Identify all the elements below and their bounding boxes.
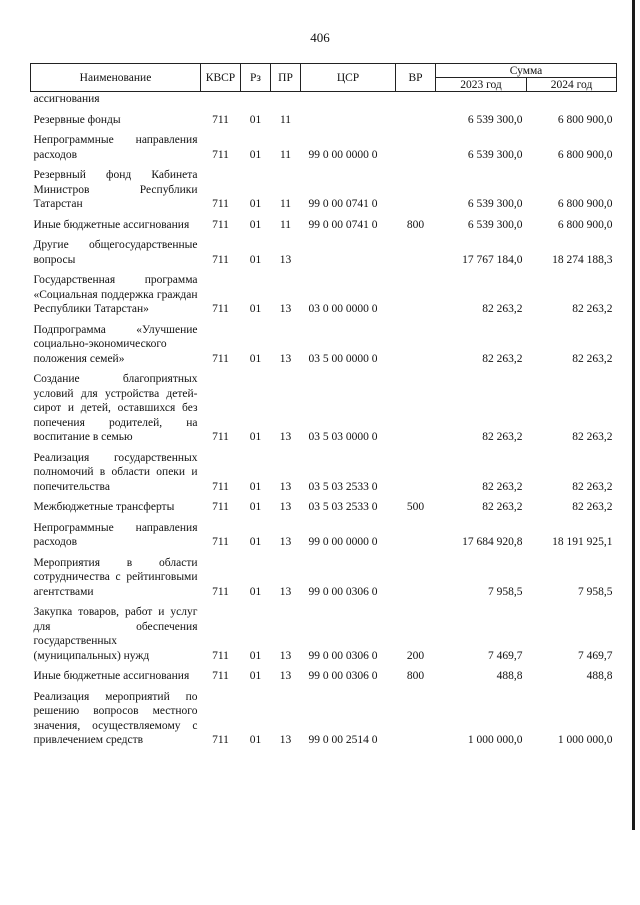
row-pr: 13 <box>279 649 292 662</box>
row-sum-2024: 7 958,5 <box>578 585 613 598</box>
row-csr: 03 5 00 0000 0 <box>308 352 378 365</box>
row-sum-2024: 82 263,2 <box>572 501 613 513</box>
row-pr: 11 <box>279 113 292 126</box>
row-csr: 99 0 00 2514 0 <box>308 734 378 746</box>
row-sum-2023: 6 539 300,0 <box>467 148 523 161</box>
row-name: ассигнования <box>33 93 100 105</box>
row-sum-2023: 17 767 184,0 <box>462 253 523 266</box>
row-pr: 13 <box>279 585 292 598</box>
row-vr <box>396 129 436 164</box>
row-sum-2023: 6 539 300,0 <box>467 218 523 231</box>
row-sum-2023: 17 684 920,8 <box>462 536 523 548</box>
row-pr: 11 <box>279 198 292 210</box>
row-name: Реализация мероприятий по решению вопросов местного значения, осуществляемому с привлечением средств <box>33 690 198 746</box>
row-name: Непрограммные направления расходов <box>33 134 198 161</box>
row-sum-2024: 6 800 900,0 <box>557 113 613 126</box>
row-rz: 01 <box>249 480 262 493</box>
row-pr: 13 <box>279 303 292 315</box>
table-row <box>31 164 617 214</box>
row-sum-2023: 82 263,2 <box>482 501 523 513</box>
row-vr <box>396 686 436 750</box>
header-kvsr: КВСР <box>201 64 241 92</box>
row-vr <box>396 517 436 552</box>
header-year-2024: 2024 год <box>527 78 617 92</box>
row-name: Реализация государственных полномочий в области опеки и попечительства <box>33 451 198 493</box>
row-kvsr: 711 <box>212 113 229 126</box>
table-row <box>31 269 617 319</box>
row-rz: 01 <box>249 734 262 746</box>
row-vr <box>396 109 436 130</box>
row-vr: 500 <box>406 501 425 513</box>
header-csr: ЦСР <box>301 64 396 92</box>
row-sum-2024: 18 274 188,3 <box>552 253 613 266</box>
row-rz: 01 <box>249 536 262 548</box>
row-sum-2024: 18 191 925,1 <box>552 536 613 548</box>
row-kvsr: 711 <box>212 480 229 493</box>
row-rz: 01 <box>249 303 262 315</box>
row-kvsr: 711 <box>212 585 229 598</box>
row-csr: 99 0 00 0000 0 <box>308 536 378 548</box>
row-csr: 99 0 00 0306 0 <box>308 585 378 598</box>
row-rz <box>241 92 271 109</box>
row-pr: 11 <box>279 148 292 161</box>
table-header <box>31 64 617 92</box>
row-sum-2024: 82 263,2 <box>572 352 613 365</box>
row-kvsr <box>201 92 241 109</box>
row-kvsr: 711 <box>212 303 229 315</box>
row-kvsr: 711 <box>212 352 229 365</box>
row-vr <box>396 164 436 214</box>
row-rz: 01 <box>249 670 262 682</box>
row-rz: 01 <box>249 253 262 266</box>
header-year-2023: 2023 год <box>436 78 527 92</box>
row-pr: 13 <box>279 734 292 746</box>
table-row <box>31 552 617 602</box>
row-kvsr: 711 <box>212 536 229 548</box>
header-vr: ВР <box>396 64 436 92</box>
table-row <box>31 234 617 269</box>
row-pr: 13 <box>279 253 292 266</box>
row-vr: 200 <box>406 649 425 662</box>
table-row <box>31 601 617 665</box>
table-row <box>31 92 617 109</box>
row-name: Создание благоприятных условий для устройства детей-сирот и детей, оставшихся без попечения родителей, на воспитание в семью <box>33 373 198 443</box>
table-row <box>31 214 617 235</box>
row-pr: 11 <box>279 218 292 231</box>
row-kvsr: 711 <box>212 734 229 746</box>
row-csr: 99 0 00 0306 0 <box>308 670 378 682</box>
row-csr: 99 0 00 0741 0 <box>308 198 378 210</box>
row-name: Закупка товаров, работ и услуг для обеспечения государственных (муниципальных) нужд <box>33 606 198 662</box>
table-row <box>31 665 617 686</box>
row-rz: 01 <box>249 148 262 161</box>
table-row <box>31 686 617 750</box>
row-pr: 13 <box>279 670 292 682</box>
row-pr: 13 <box>279 480 292 493</box>
row-kvsr: 711 <box>212 649 229 662</box>
row-kvsr: 711 <box>212 198 229 210</box>
table-row <box>31 109 617 130</box>
header-pr: ПР <box>271 64 301 92</box>
row-csr: 03 5 03 2533 0 <box>308 501 378 513</box>
row-kvsr: 711 <box>212 148 229 161</box>
row-name: Иные бюджетные ассигнования <box>33 670 190 682</box>
row-name: Непрограммные направления расходов <box>33 521 198 548</box>
row-sum-2024: 82 263,2 <box>572 431 613 443</box>
row-rz: 01 <box>249 649 262 662</box>
row-name: Резервный фонд Кабинета Министров Республики Татарстан <box>33 169 198 210</box>
row-csr <box>301 92 396 109</box>
row-pr: 13 <box>279 501 292 513</box>
row-sum-2023: 82 263,2 <box>482 480 523 493</box>
table-row <box>31 496 617 517</box>
row-rz: 01 <box>249 198 262 210</box>
row-vr <box>396 234 436 269</box>
row-kvsr: 711 <box>212 253 229 266</box>
row-name: Иные бюджетные ассигнования <box>33 218 190 231</box>
row-kvsr: 711 <box>212 501 229 513</box>
header-sum: Сумма <box>436 64 617 78</box>
row-sum-2023: 488,8 <box>496 670 523 682</box>
row-sum-2024: 82 263,2 <box>572 480 613 493</box>
row-csr <box>301 234 396 269</box>
table-row <box>31 319 617 369</box>
row-vr: 800 <box>406 670 425 682</box>
row-sum-2024: 6 800 900,0 <box>557 198 613 210</box>
row-csr: 99 0 00 0000 0 <box>308 148 378 161</box>
row-rz: 01 <box>249 113 262 126</box>
row-csr: 03 0 00 0000 0 <box>308 303 378 315</box>
row-sum-2024: 7 469,7 <box>578 649 613 662</box>
row-kvsr: 711 <box>212 670 229 682</box>
row-pr: 13 <box>279 431 292 443</box>
row-sum-2024: 82 263,2 <box>572 303 613 315</box>
row-sum-2023: 82 263,2 <box>482 352 523 365</box>
row-rz: 01 <box>249 352 262 365</box>
table-row <box>31 447 617 497</box>
header-name: Наименование <box>31 64 201 92</box>
row-rz: 01 <box>249 431 262 443</box>
row-sum-2023: 6 539 300,0 <box>467 113 523 126</box>
row-name: Государственная программа «Социальная поддержка граждан Республики Татарстан» <box>33 274 198 315</box>
row-sum-2023: 1 000 000,0 <box>467 734 523 746</box>
page-number: 406 <box>310 30 330 45</box>
row-csr: 99 0 00 0306 0 <box>308 649 378 662</box>
row-vr: 800 <box>406 218 425 231</box>
row-name: Другие общегосударственные вопросы <box>33 239 198 266</box>
row-kvsr: 711 <box>212 431 229 443</box>
row-vr <box>396 92 436 109</box>
row-vr <box>396 269 436 319</box>
row-name: Подпрограмма «Улучшение социально-экономического положения семей» <box>33 323 198 365</box>
row-sum-2024: 6 800 900,0 <box>557 218 613 231</box>
row-sum-2024: 488,8 <box>586 670 613 682</box>
row-csr <box>301 109 396 130</box>
row-kvsr: 711 <box>212 218 229 231</box>
row-vr <box>396 319 436 369</box>
budget-table <box>30 63 617 750</box>
row-sum-2023 <box>436 92 527 109</box>
header-rz: Рз <box>241 64 271 92</box>
table-row <box>31 517 617 552</box>
row-sum-2023: 82 263,2 <box>482 303 523 315</box>
table-row <box>31 129 617 164</box>
table-body <box>31 92 617 750</box>
row-rz: 01 <box>249 585 262 598</box>
row-vr <box>396 368 436 447</box>
row-sum-2024: 1 000 000,0 <box>557 734 613 746</box>
row-sum-2023: 82 263,2 <box>482 431 523 443</box>
row-vr <box>396 447 436 497</box>
row-pr <box>271 92 301 109</box>
page-edge-line <box>632 0 635 830</box>
row-vr <box>396 552 436 602</box>
row-name: Резервные фонды <box>33 113 121 126</box>
row-sum-2023: 7 958,5 <box>488 585 523 598</box>
row-sum-2023: 7 469,7 <box>488 649 523 662</box>
row-csr: 99 0 00 0741 0 <box>308 218 378 231</box>
table-row <box>31 368 617 447</box>
row-name: Мероприятия в области сотрудничества с рейтинговыми агентствами <box>33 556 198 598</box>
row-name: Межбюджетные трансферты <box>33 501 175 513</box>
row-rz: 01 <box>249 501 262 513</box>
row-sum-2023: 6 539 300,0 <box>467 198 523 210</box>
row-pr: 13 <box>279 352 292 365</box>
row-sum-2024 <box>527 92 617 109</box>
row-rz: 01 <box>249 218 262 231</box>
row-sum-2024: 6 800 900,0 <box>557 148 613 161</box>
row-csr: 03 5 03 0000 0 <box>308 431 378 443</box>
row-pr: 13 <box>279 536 292 548</box>
row-csr: 03 5 03 2533 0 <box>308 480 378 493</box>
